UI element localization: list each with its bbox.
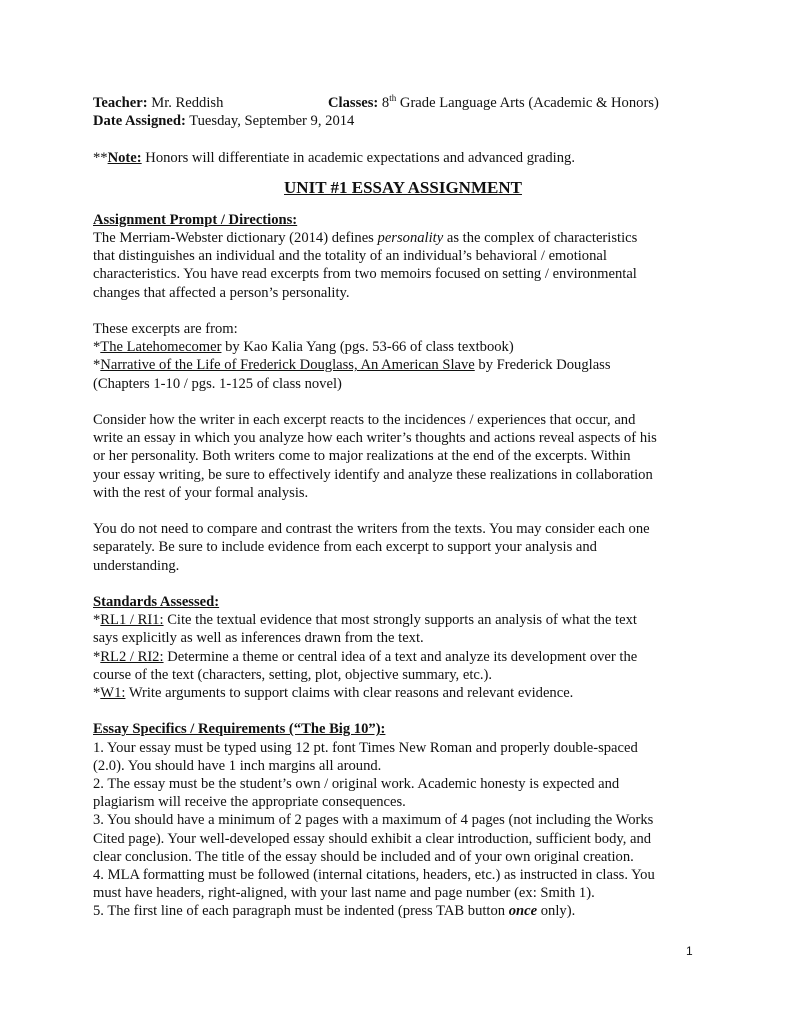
classes-field — [328, 94, 659, 112]
standards-heading: Standards Assessed: — [93, 594, 220, 610]
standard-2-line-2: course of the text (characters, setting, plot, objective summary, etc.). — [93, 666, 493, 683]
requirement-2-line-2: plagiarism will receive the appropriate consequences. — [93, 794, 406, 811]
requirement-3-line-3: clear conclusion. The title of the essay should be included and of your own original creation. — [93, 848, 634, 865]
prompt-paragraph-2-line-5: with the rest of your formal analysis. — [93, 484, 309, 501]
excerpt-2: *Narrative of the Life of Frederick Douglass, An American Slave by Frederick Douglass — [93, 357, 611, 374]
date-label: Date Assigned: — [93, 113, 186, 130]
requirements-heading: Essay Specifics / Requirements (“The Big 10”): — [93, 721, 386, 738]
classes-label: Classes: — [328, 95, 379, 111]
prompt-paragraph-1-line-1: The Merriam-Webster dictionary (2014) defines personality as the complex of characteristics — [93, 230, 638, 246]
standard-2-code: RL2 / RI2: — [100, 648, 164, 665]
excerpt-2-title: Narrative of the Life of Frederick Douglass, An American Slave — [100, 357, 475, 374]
requirement-3-line-1: 3. You should have a minimum of 2 pages with a maximum of 4 pages (not including the Works — [93, 812, 654, 829]
excerpt-1-title: The Latehomecomer — [100, 339, 222, 356]
note-line — [93, 149, 713, 167]
prompt-paragraph-1-line-3: characteristics. You have read excerpts from two memoirs focused on setting / environmental — [93, 266, 637, 283]
requirement-1-line-2: (2.0). You should have 1 inch margins all around. — [93, 757, 382, 774]
prompt-paragraph-2-line-2: write an essay in which you analyze how each writer’s thoughts and actions reveal aspects of his — [93, 430, 657, 447]
prompt-paragraph-2-line-1: Consider how the writer in each excerpt reacts to the incidences / experiences that occur, and — [93, 412, 636, 428]
excerpt-1: *The Latehomecomer by Kao Kalia Yang (pgs. 53-66 of class textbook) — [93, 339, 514, 356]
standard-2: *RL2 / RI2: Determine a theme or central idea of a text and analyze its development over the — [93, 648, 638, 665]
date-value: Tuesday, September 9, 2014 — [185, 113, 355, 130]
requirement-3-line-2: Cited page). Your well-developed essay should exhibit a clear introduction, sufficient body, and — [93, 830, 652, 847]
prompt-paragraph-1-line-2: that distinguishes an individual and the totality of an individual’s behavioral / emotional — [93, 248, 607, 265]
prompt-paragraph-2-line-3: or her personality. Both writers come to major realizations at the end of the excerpts. Within — [93, 448, 631, 465]
requirement-4-line-2: must have headers, right-aligned, with your last name and page number (ex: Smith 1). — [93, 885, 595, 902]
note-text: Honors will differentiate in academic expectations and advanced grading. — [141, 149, 575, 166]
requirement-2-line-1: 2. The essay must be the student’s own / original work. Academic honesty is expected and — [93, 776, 620, 793]
requirement-1-line-1: 1. Your essay must be typed using 12 pt. font Times New Roman and properly double-spaced — [93, 739, 638, 756]
excerpt-2-chapters: (Chapters 1-10 / pgs. 1-125 of class novel) — [93, 375, 342, 392]
prompt-paragraph-2-line-4: your essay writing, be sure to effectively identify and analyze these realizations in collaboration — [93, 466, 653, 483]
excerpts-intro: These excerpts are from: — [93, 321, 238, 337]
classes-grade-suffix: th — [389, 93, 397, 104]
teacher-line — [93, 94, 713, 112]
prompt-paragraph-3-line-1: You do not need to compare and contrast the writers from the texts. You may consider each one — [93, 521, 650, 538]
note-prefix: ** — [93, 149, 108, 166]
document-body — [93, 94, 713, 921]
teacher-label: Teacher: — [93, 95, 148, 111]
standard-1-code: RL1 / RI1: — [100, 612, 164, 629]
document-title: UNIT #1 ESSAY ASSIGNMENT — [284, 177, 522, 197]
standard-1: *RL1 / RI1: Cite the textual evidence that most strongly supports an analysis of what the text — [93, 612, 637, 629]
prompt-paragraph-3-line-3: understanding. — [93, 557, 180, 574]
teacher-value: Mr. Reddish — [147, 95, 224, 111]
prompt-heading: Assignment Prompt / Directions: — [93, 211, 298, 228]
prompt-paragraph-1-line-4: changes that affected a person’s personality. — [93, 284, 350, 301]
prompt-paragraph-3-line-2: separately. Be sure to include evidence from each excerpt to support your analysis and — [93, 539, 597, 556]
standard-3: *W1: Write arguments to support claims with clear reasons and relevant evidence. — [93, 685, 574, 702]
page-number: 1 — [686, 944, 693, 958]
classes-value: Grade Language Arts (Academic & Honors) — [396, 95, 659, 111]
classes-grade: 8 — [378, 95, 390, 111]
note-label: Note: — [107, 149, 142, 166]
requirement-4-line-1: 4. MLA formatting must be followed (internal citations, headers, etc.) as instructed in class. You — [93, 867, 655, 884]
standard-1-line-2: says explicitly as well as inferences drawn from the text. — [93, 630, 424, 647]
requirement-5: 5. The first line of each paragraph must be indented (press TAB button once only). — [93, 903, 576, 920]
standard-3-code: W1: — [100, 685, 126, 702]
date-line — [93, 112, 713, 130]
personality-term: personality — [377, 230, 444, 246]
once-emphasis: once — [508, 903, 538, 920]
